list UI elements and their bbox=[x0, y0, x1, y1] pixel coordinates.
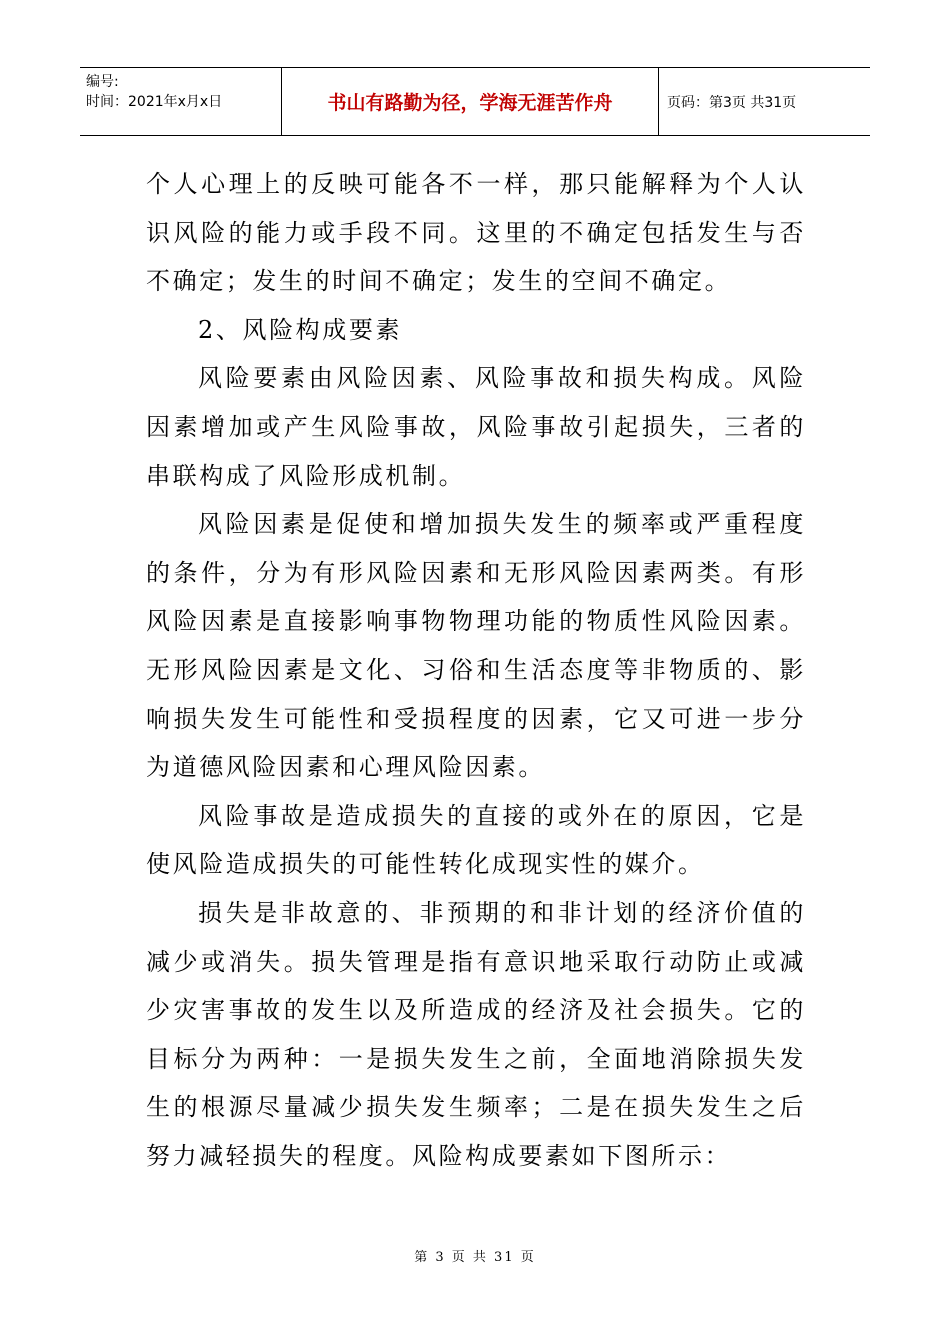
date-label: 时间：2021年x月x日 bbox=[86, 94, 223, 110]
paragraph: 风险要素由风险因素、风险事故和损失构成。风险因素增加或产生风险事故，风险事故引起损失，三者的串联构成了风险形成机制。 bbox=[146, 364, 806, 490]
page-footer: 第 3 页 共 31 页 bbox=[414, 1250, 536, 1265]
document-body bbox=[146, 160, 806, 1180]
header-page-info: 页码：第3页 共31页 bbox=[667, 94, 797, 111]
serial-number-label: 编号: bbox=[86, 74, 119, 90]
paragraph: 风险因素是促使和增加损失发生的频率或严重程度的条件，分为有形风险因素和无形风险因素两类。有形风险因素是直接影响事物物理功能的物质性风险因素。无形风险因素是文化、习俗和生活态度等非物质的、影响损失发生可能性和受损程度的因素，它又可进一步分为道德风险因素和心理风险因素。 bbox=[146, 510, 806, 782]
paragraph: 风险事故是造成损失的直接的或外在的原因，它是使风险造成损失的可能性转化成现实性的媒介。 bbox=[146, 801, 806, 879]
section-heading: 2、风险构成要素 bbox=[198, 315, 403, 344]
header-meta bbox=[80, 68, 282, 135]
paragraph-continued: 个人心理上的反映可能各不一样，那只能解释为个人认识风险的能力或手段不同。这里的不确定包括发生与否不确定；发生的时间不确定；发生的空间不确定。 bbox=[146, 170, 806, 296]
page-header bbox=[80, 67, 870, 136]
header-motto: 书山有路勤为径，学海无涯苦作舟 bbox=[282, 68, 659, 135]
paragraph: 损失是非故意的、非预期的和非计划的经济价值的减少或消失。损失管理是指有意识地采取行动防止或减少灾害事故的发生以及所造成的经济及社会损失。它的目标分为两种：一是损失发生之前，全面地消除损失发生的根源尽量减少损失发生频率；二是在损失发生之后努力减轻损失的程度。风险构成要素如下图所示： bbox=[146, 898, 806, 1170]
